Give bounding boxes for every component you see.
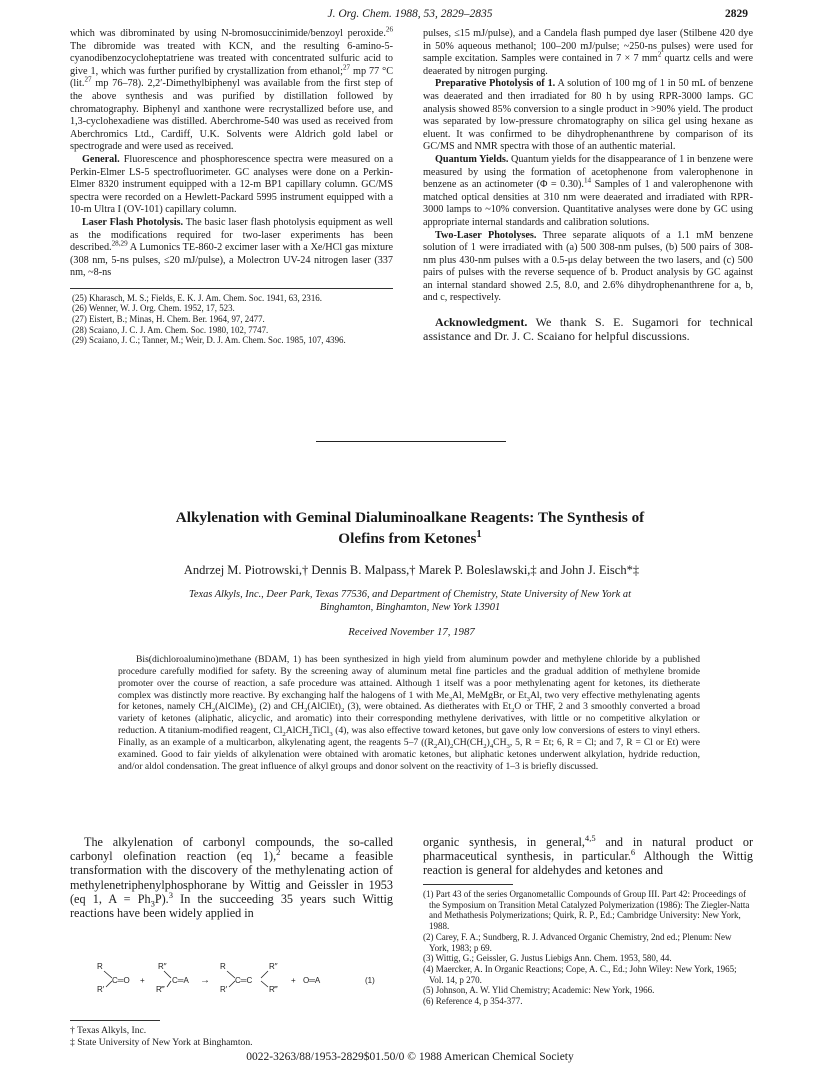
equation-1 [95, 958, 395, 998]
received-date: Received November 17, 1987 [348, 626, 475, 638]
eq-bond [261, 981, 268, 987]
footnote: (3) Wittig, G.; Geissler, G. Justus Liebigs Ann. Chem. 1953, 580, 44. [423, 953, 672, 964]
footnote: (5) Johnson, A. W. Ylid Chemistry; Academic: New York, 1966. [423, 985, 655, 996]
footnote-rule-right [423, 884, 513, 885]
eq-label-r3: R‴ [156, 985, 165, 994]
paragraph-synthesis: which was dibrominated by using N-bromosuccinimide/benzoyl peroxide.$^{26}$ The dibromide was treated with KCN, and the resulting 6-amino-5-cyanodibenzocycloheptatriene was treated with concentrated sulfuric acid to give 1, which was further purified by crystallization from ethanol;$^{27}$ mp 77 °C (lit.$^{27}$ mp 76–78). 2,2′-Dimethylbiphenyl was available from the first step of the above synthesis and was purified by distillation followed by chromatography. Biphenyl and xanthone were recrystallized before use, and 1,3-cyclohexadiene was distilled. Aberchrome-540 was used as received from Aberchromics Ltd., Cardiff, U.K. Solvents were Aldrich gold label or spectrograde and were used as received. [70, 25, 394, 153]
eq-label-r: R [220, 962, 226, 971]
footnote: (6) Reference 4, p 354-377. [423, 996, 523, 1007]
authors: Andrzej M. Piotrowski,† Dennis B. Malpass,† Marek P. Boleslawski,‡ and John J. Eisch*‡ [183, 563, 640, 577]
eq-bond [261, 971, 268, 978]
eq-plus: + [291, 976, 296, 985]
eq-bond [167, 981, 171, 987]
footnote: (2) Carey, F. A.; Sundberg, R. J. Advanced Organic Chemistry, 2nd ed.; Plenum: New York, 1983; p 69. [423, 931, 732, 953]
affiliation-notes [70, 1025, 393, 1048]
article-title: Alkylenation with Geminal Dialuminoalkane Reagents: The Synthesis of Olefins from Ketones$^1$ [175, 509, 645, 547]
paragraph-two-laser: Two-Laser Photolyses. Three separate aliquots of a 1.1 mM benzene solution of 1 were irradiated with (a) 500 308-nm pulses, (b) 500 pairs of 308-nm plus 430-nm pulses with a 0.5-μs delay between the two lasers, and (c) 500 pairs of pulses with the reverse sequence of b. Product analysis by GC against an internal standard showed 2.5, 8.0, and 2.6% dihydrophenanthrene for a, b, and c, respectively. [423, 229, 753, 304]
eq-ylide: C═A [172, 976, 189, 985]
page-footer: 0022-3263/88/1953-2829$01.50/0 © 1988 American Chemical Society [246, 1051, 574, 1063]
body-right-paragraph: organic synthesis, in general,$^{4,5}$ and in natural product or pharmaceutical synthesis, in particular.$^6$ Although the Wittig reaction is general for aldehydes and ketones and [423, 832, 754, 878]
eq-bond [227, 971, 235, 978]
eq-bond [164, 971, 171, 978]
eq-byproduct: O═A [303, 976, 321, 985]
left-footnotes [70, 293, 393, 346]
footnote: (29) Scaiano, J. C.; Tanner, M.; Weir, D. J. Am. Chem. Soc. 1985, 107, 4396. [72, 335, 346, 346]
eq-carbonyl: C═O [112, 976, 130, 985]
eq-label-r1: R′ [220, 985, 228, 994]
footnote: (1) Part 43 of the series Organometallic Compounds of Group III. Part 42: Proceedings of the Symposium on Transition Metal Catalyzed Polymerization (1986): The Ziegler-Natta and Methathesis Polymerizations; Quirk, R. P., Ed.; Cambridge University: New York, 1988. [423, 889, 750, 932]
eq-label-r2: R″ [269, 962, 278, 971]
left-column-top [70, 25, 394, 346]
footnote-rule-bottom-left [70, 1020, 160, 1021]
footnote: (4) Maercker, A. In Organic Reactions; Cope, A. C., Ed.; John Wiley: New York, 1965; Vol. 14, p 270. [423, 963, 737, 985]
footnote: (27) Eistert, B.; Minas, H. Chem. Ber. 1964, 97, 2477. [72, 314, 265, 325]
eq-label-r3: R‴ [269, 985, 278, 994]
paragraph-quantum: Quantum Yields. Quantum yields for the disappearance of 1 in benzene were measured by using the formation of acetophenone from valerophenone in benzene as an actinometer (Φ = 0.30).$^{14}$ Samples of 1 and valerophenone with matched optical densities at 310 nm were deaerated and irradiated with RPR-3000 lamps to ~10% conversion. Quantitative analyses were done by GC using appropriate internal standards and calibration solutions. [423, 153, 754, 228]
running-header: J. Org. Chem. 1988, 53, 2829–2835 [327, 8, 493, 20]
affiliation-note: ‡ State University of New York at Binghamton. [70, 1036, 253, 1048]
paragraph-preparative: Preparative Photolysis of 1. A solution of 100 mg of 1 in 50 mL of benzene was deaerated and then irradiated for 80 h by using RPR-3000 lamps. GC analysis showed 85% conversion to a single product in >90% yield. The product was separated by low-pressure chromatography on silica gel using hexane as eluent. It was confirmed to be dihydrophenanthrene by comparison of its GC/MS and NMR spectra with those of an authentic material. [423, 78, 753, 153]
abstract: Bis(dichloroalumino)methane (BDAM, 1) has been synthesized in high yield from aluminum powder and methylene chloride by a published procedure carefully modified for safety. By the screening away of aluminum metal fine particles and the gradual addition of methylene bromide promoter over the course of reaction, a safe procedure was attained. Although 1 itself was a poor methylenating agent for ketones, its dietherate complex was distinctly more reactive. By exchanging half the halogens of 1 with $Me_3Al$, MeMgBr, or $Et_3Al$, two very effective methylenating agents for ketones, namely $CH_2(AlClMe)_2$ (2) and $CH_2(AlClEt)_2$ (3), were obtained. As dietherates with $Et_2O$ or THF, 2 and 3 smoothly converted a broad variety of ketones (aliphatic, alicyclic, and aromatic) into their corresponding methylene derivatives, with little or no competitive alkylation or reduction. A titanium-modified reagent, $Cl_2AlCH_2TiCl_3$ (4), was also effective toward ketones, but gave only low conversions of esters to vinyl ethers. Finally, as an example of a multicarbon, alkylenating agent, the reagents 5–7 ($(R_2Al)_2CH(CH_2)_4CH_3$, 5, R = Et; 6, R = Cl; and 7, R = Cl or Et) were examined. Good to fair yields of alkylenation were obtained with aromatic ketones, but aliphatic ketones underwent alkylation, hydride reduction, and/or aldol condensation. The great influence of alkyl groups and donor solvent on the reactivity of 1–3 is briefly discussed. [118, 654, 701, 772]
footnote: (28) Scaiano, J. C. J. Am. Chem. Soc. 1980, 102, 7747. [72, 324, 269, 335]
paragraph-acknowledgment: Acknowledgment. We thank S. E. Sugamori for technical assistance and Dr. J. C. Scaiano for helpful discussions. [423, 315, 753, 344]
page-number: 2829 [725, 8, 748, 20]
article-divider [316, 441, 506, 442]
footnote-rule-left [70, 288, 393, 289]
eq-label-r2: R″ [158, 962, 167, 971]
footnote: (26) Wenner, W. J. Org. Chem. 1952, 17, 523. [72, 303, 235, 314]
eq-label-r: R [97, 962, 103, 971]
right-column-top [423, 28, 753, 343]
paragraph-laser-cont: pulses, ≤15 mJ/pulse), and a Candela flash pumped dye laser (Stilbene 420 dye in 50% aqueous methanol; 100–200 mJ/pulse; ~250-ns pulses) were used for sample excitation. Samples were contained in 7 × 7 $mm^2$ quartz cells and were deaerated by nitrogen purging. [423, 28, 754, 77]
affiliations: Texas Alkyls, Inc., Deer Park, Texas 77536, and Department of Chemistry, State University of New York at Binghamton, Binghamton, New York 13901 [189, 589, 631, 613]
eq-bond [104, 971, 112, 978]
eq-arrow: → [200, 975, 210, 986]
eq-label-r1: R′ [97, 985, 105, 994]
footnote: (25) Kharasch, M. S.; Fields, E. K. J. Am. Chem. Soc. 1941, 63, 2316. [72, 292, 322, 303]
eq-number: (1) [365, 976, 375, 985]
body-left-paragraph: The alkylenation of carbonyl compounds, the so-called carbonyl olefination reaction (eq 1),$^2$ became a feasible transformation with the discovery of the methylenating action of methylenetriphenylphosphorane by Wittig and Geissler in 1953 (eq 1, $A = Ph_3P).^3$ In the succeeding 35 years such Wittig reactions have been widely applied in [70, 835, 393, 921]
affiliation-note: † Texas Alkyls, Inc. [70, 1025, 147, 1036]
right-footnotes [423, 889, 753, 1007]
paragraph-general: General. Fluorescence and phosphorescence spectra were measured on a Perkin-Elmer LS-5 spectrofluorimeter. GC analyses were done on a Perkin-Elmer 8320 instrument equipped with a 12-m BP1 capillary column. GC/MS spectra were recorded on a Hewlett-Packard 5995 instrument equipped with a 10-m Ultra I (OV-101) capillary column. [70, 153, 393, 216]
paragraph-laser: Laser Flash Photolysis. The basic laser flash photolysis equipment as well as the modifications required for two-laser experiments has been described.$^{28,29}$ A Lumonics TE-860-2 excimer laser with a Xe/HCl gas mixture (308 nm, 5-ns pulses, ≤20 mJ/pulse), a Molectron UV-24 nitrogen laser (337 nm, ~8-ns [70, 216, 393, 279]
eq-plus: + [140, 976, 145, 985]
eq-olefin: C═C [235, 976, 253, 985]
